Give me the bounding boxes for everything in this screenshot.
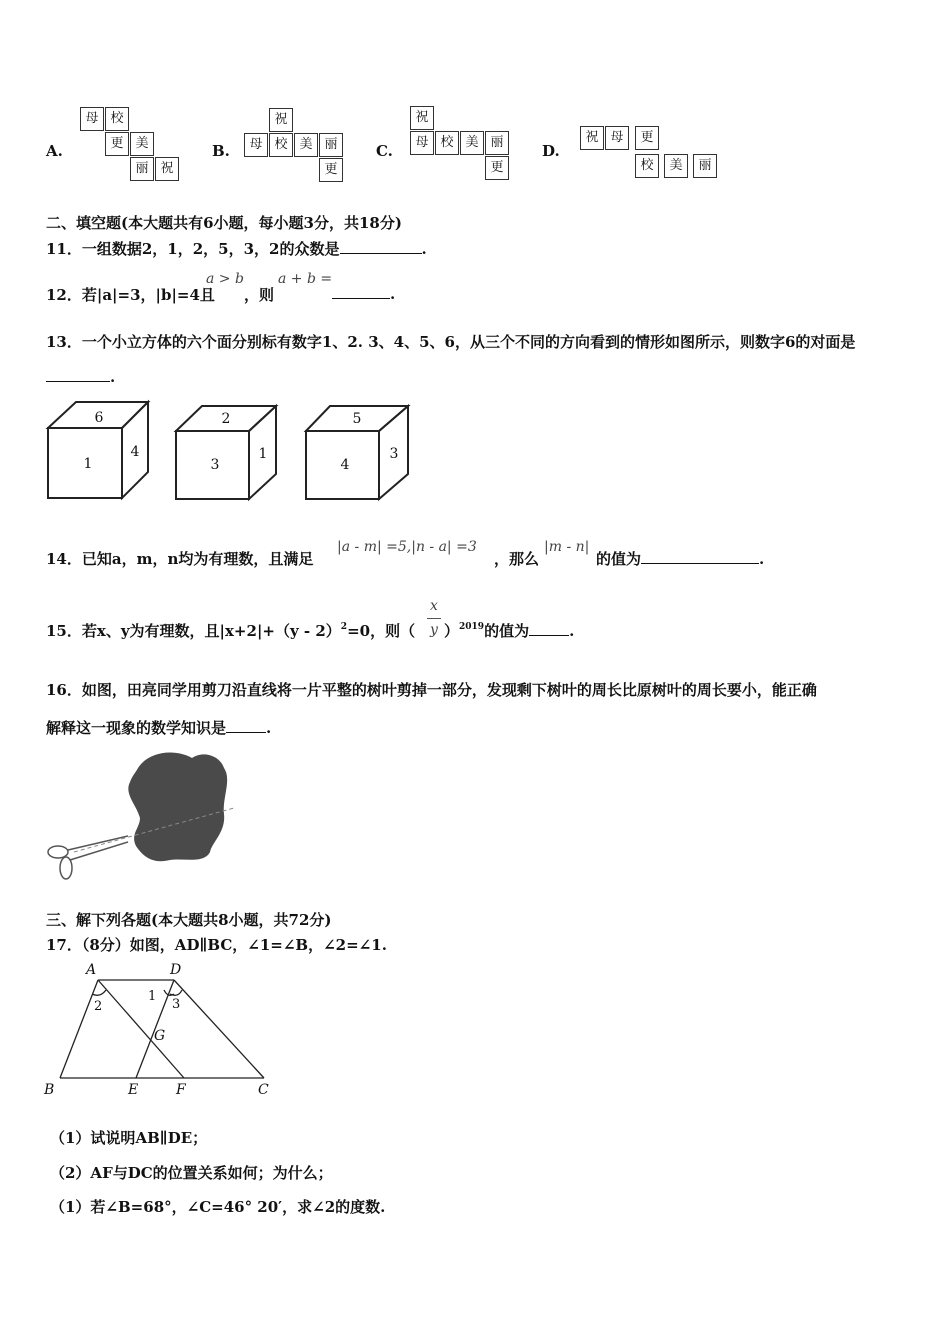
- question-text: 11．一组数据2，1，2，5，3，2的众数是: [46, 240, 340, 258]
- point-e-label: E: [128, 1082, 139, 1098]
- net-cell: 更: [105, 132, 129, 156]
- net-cell: 母: [605, 126, 629, 150]
- cube-3-front: 4: [340, 457, 350, 473]
- leaf-figure: [44, 746, 240, 886]
- condition-formula: a > b: [206, 271, 244, 287]
- net-cell: 祝: [155, 157, 179, 181]
- net-cell: 校: [269, 133, 293, 157]
- question-14: 14．已知a，m，n均为有理数，且满足: [46, 550, 314, 568]
- section-heading: 三、解下列各题(本大题共8小题，共72分): [46, 911, 332, 929]
- net-cell: 更: [485, 156, 509, 180]
- question-text: =0，则（: [347, 622, 416, 640]
- net-cell: 校: [105, 107, 129, 131]
- cube-2-front: 3: [210, 457, 220, 473]
- question-17: 17．（8分）如图，AD∥BC，∠1=∠B，∠2=∠1.: [46, 936, 387, 954]
- option-b-label[interactable]: B.: [212, 142, 230, 160]
- net-cell: 母: [244, 133, 268, 157]
- question-15-answer: [444, 620, 574, 641]
- cube-3-side: 3: [389, 446, 399, 462]
- question-17-part-3: （1）若∠B=68°，∠C=46° 20′，求∠2的度数.: [50, 1198, 386, 1216]
- net-cell: 祝: [580, 126, 604, 150]
- net-cell: 母: [80, 107, 104, 131]
- question-end: .: [759, 550, 765, 568]
- answer-blank[interactable]: [641, 549, 759, 564]
- net-cell: 校: [635, 154, 659, 178]
- net-cell: 丽: [130, 157, 154, 181]
- answer-blank[interactable]: [226, 718, 266, 733]
- net-cell: 祝: [269, 108, 293, 132]
- net-cell: 更: [635, 126, 659, 150]
- net-cell: 更: [319, 158, 343, 182]
- net-cell: 美: [130, 132, 154, 156]
- option-d-label[interactable]: D.: [542, 142, 560, 160]
- square-exponent: 2: [340, 622, 348, 632]
- cube-2-top: 2: [221, 411, 231, 427]
- question-end: .: [569, 622, 575, 640]
- question-14-answer: [596, 548, 764, 569]
- fraction-bar: [427, 618, 441, 619]
- point-f-label: F: [176, 1082, 186, 1098]
- question-text: 解释这一现象的数学知识是: [46, 719, 227, 737]
- difference-formula: |m - n|: [544, 539, 590, 555]
- question-16: 16．如图，田亮同学用剪刀沿直线将一片平整的树叶剪掉一部分，发现剩下树叶的周长比原树叶的周长要小，能正确: [46, 681, 817, 699]
- fraction-denominator: y: [430, 622, 438, 638]
- net-cell: 母: [410, 131, 434, 155]
- question-16-line2: [46, 717, 271, 738]
- angle-1-label: 1: [148, 989, 157, 1004]
- point-c-label: C: [258, 1082, 269, 1098]
- question-end: .: [390, 285, 396, 303]
- question-text: 12．若|a|=3，|b|=4且: [46, 286, 215, 304]
- question-text: 的值为: [484, 622, 530, 640]
- question-13-answer: [46, 367, 115, 386]
- net-cell: 校: [435, 131, 459, 155]
- question-text: ，那么: [494, 550, 540, 568]
- question-text: 15．若x、y为有理数，且|x+2|+（y - 2）: [46, 622, 341, 640]
- net-cell: 丽: [485, 131, 509, 155]
- net-cell: 美: [460, 131, 484, 155]
- question-12: [46, 284, 215, 305]
- question-text: ）: [444, 622, 460, 640]
- question-text: ，则: [244, 286, 275, 304]
- leaf-shape: [128, 753, 227, 862]
- net-cell: 祝: [410, 106, 434, 130]
- option-a-label[interactable]: A.: [46, 142, 63, 160]
- answer-blank[interactable]: [340, 239, 422, 254]
- point-d-label: D: [170, 962, 182, 978]
- net-cell: 美: [294, 133, 318, 157]
- question-17-part-2: （2）AF与DC的位置关系如何；为什么；: [50, 1164, 333, 1182]
- net-cell: 丽: [319, 133, 343, 157]
- cube-figures: [44, 398, 416, 504]
- net-cell: 美: [664, 154, 688, 178]
- question-end: .: [266, 719, 272, 737]
- cube-1-front: 1: [83, 456, 93, 472]
- cube-3-top: 5: [352, 411, 362, 427]
- answer-blank[interactable]: [46, 367, 110, 382]
- question-11: [46, 238, 427, 259]
- scissors-icon: [48, 836, 128, 879]
- question-end: .: [110, 368, 116, 386]
- section-heading: 二、填空题(本大题共有6小题，每小题3分，共18分): [46, 214, 402, 232]
- question-17-part-1: （1）试说明AB∥DE；: [50, 1129, 208, 1147]
- question-12-answer: [332, 284, 395, 303]
- angle-2-label: 2: [94, 999, 103, 1014]
- question-end: .: [421, 240, 427, 258]
- answer-blank[interactable]: [529, 621, 569, 636]
- sum-formula: a + b =: [278, 271, 333, 287]
- net-cell: 丽: [693, 154, 717, 178]
- fraction-numerator: x: [430, 598, 438, 614]
- power-exponent: 2019: [459, 622, 485, 632]
- cube-1-side: 4: [130, 444, 140, 460]
- answer-blank[interactable]: [332, 284, 390, 299]
- point-b-label: B: [44, 1082, 55, 1098]
- cube-1-top: 6: [94, 410, 104, 426]
- condition-formula: |a - m| =5,|n - a| =3: [337, 539, 477, 555]
- point-a-label: A: [86, 962, 97, 978]
- point-g-label: G: [154, 1028, 166, 1044]
- option-c-label[interactable]: C.: [376, 142, 393, 160]
- cube-2-side: 1: [258, 446, 268, 462]
- trapezoid-figure: [40, 958, 280, 1098]
- angle-3-label: 3: [172, 997, 181, 1012]
- question-text: 的值为: [596, 550, 642, 568]
- question-15: [46, 620, 415, 641]
- question-13: 13．一个小立方体的六个面分别标有数字1、2. 3、4、5、6，从三个不同的方向看到的情形如图所示，则数字6的对面是: [46, 333, 856, 351]
